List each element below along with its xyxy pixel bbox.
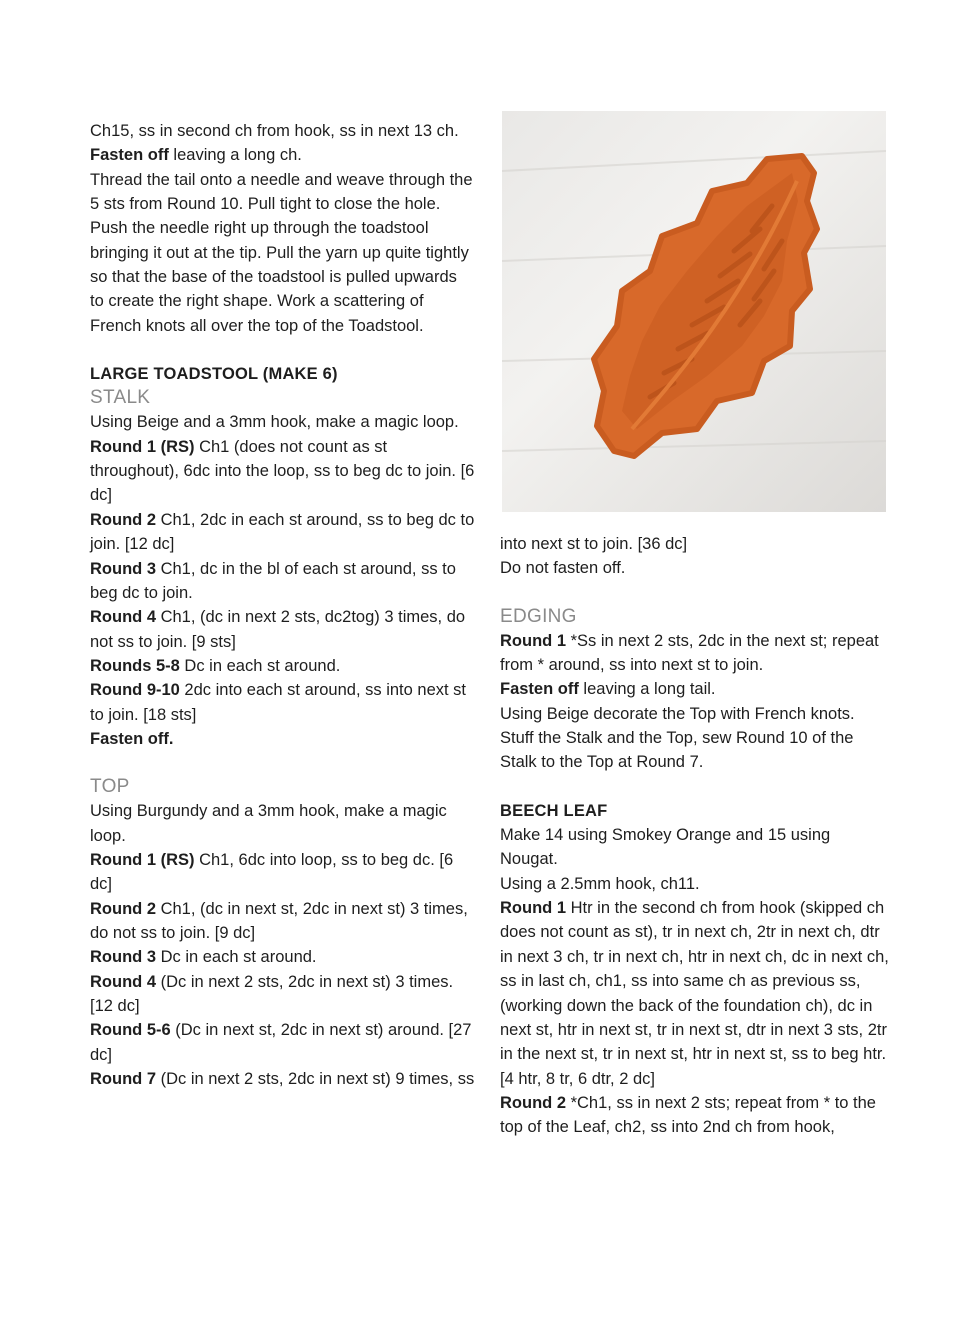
instruction: Round 3 Dc in each st around. [90,948,317,967]
crochet-leaf-image [502,111,886,512]
instruction: Rounds 5-8 Dc in each st around. [90,656,341,675]
instruction: Round 1 *Ss in next 2 sts, 2dc in the next st; repeat from * around, ss into next st to join. [500,631,879,675]
right-column [500,532,890,1140]
instruction: Using Burgundy and a 3mm hook, make a magic loop. [90,802,447,845]
instruction: Using a 2.5mm hook, ch11. [500,874,700,893]
section-heading: BEECH LEAF [500,801,608,820]
instruction: Round 4 Ch1, (dc in next 2 sts, dc2tog) 3 times, do not ss to join. [9 sts] [90,608,466,651]
instruction: Round 7 (Dc in next 2 sts, 2dc in next st) 9 times, ss [90,1070,475,1089]
subsection-heading: TOP [90,776,130,798]
instruction: Round 2 *Ch1, ss in next 2 sts; repeat from * to the top of the Leaf, ch2, ss into 2nd ch from hook, [500,1093,876,1137]
subsection-heading: STALK [90,387,151,409]
section-heading: LARGE TOADSTOOL (MAKE 6) [90,365,338,384]
instruction: Round 1 (RS) Ch1, 6dc into loop, ss to beg dc. [6 dc] [90,850,454,894]
left-column [90,119,475,1091]
paragraph: Do not fasten off. [500,559,626,578]
leaf-photo [502,111,886,512]
paragraph: Ch15, ss in second ch from hook, ss in next 13 ch. [90,122,459,140]
instruction: Round 2 Ch1, 2dc in each st around, ss to beg dc to join. [12 dc] [90,510,475,554]
paragraph: Thread the tail onto a needle and weave through the 5 sts from Round 10. Pull tight to close the hole. [90,170,473,214]
instruction: Round 1 Htr in the second ch from hook (skipped ch does not count as st), tr in next ch, 2tr in next ch, dtr in next 3 ch, tr in next ch, htr in next ch, dc in next ch, ss in last ch, ch1, ss into same ch as previous ss, (working down the back of the foundation ch), dc in next st, htr in next st, tr in next st, dtr in next 3 sts, 2tr in the next st, tr in next st, htr in next st, ss to beg htr. [4 htr, 8 tr, 6 dtr, 2 dc] [500,899,889,1088]
instruction: Fasten off. [90,729,174,748]
instruction: Round 9-10 2dc into each st around, ss into next st to join. [18 sts] [90,681,467,724]
subsection-heading: EDGING [500,605,577,627]
instruction: Make 14 using Smokey Orange and 15 using Nougat. [500,826,831,869]
paragraph: Push the needle right up through the toadstool bringing it out at the tip. Pull the yarn up quite tightly so that the base of the toadstool is pulled upwards to create the right shape. Work a scattering of French knots all over the top of the Toadstool. [90,219,469,335]
instruction: Round 4 (Dc in next 2 sts, 2dc in next st) 3 times. [12 dc] [90,972,454,1015]
paragraph: into next st to join. [36 dc] [500,535,688,553]
instruction: Using Beige decorate the Top with French knots. Stuff the Stalk and the Top, sew Round 10 of the Stalk to the Top at Round 7. [500,704,855,772]
instruction: Round 5-6 (Dc in next st, 2dc in next st) around. [27 dc] [90,1021,472,1064]
instruction: Round 3 Ch1, dc in the bl of each st around, ss to beg dc to join. [90,559,456,602]
instruction: Round 1 (RS) Ch1 (does not count as st throughout), 6dc into the loop, ss to beg dc to join. [6 dc] [90,437,475,505]
paragraph: Fasten off leaving a long ch. [90,146,302,165]
instruction: Using Beige and a 3mm hook, make a magic loop. [90,413,459,432]
instruction: Round 2 Ch1, (dc in next st, 2dc in next st) 3 times, do not ss to join. [9 dc] [90,899,468,942]
instruction: Fasten off leaving a long tail. [500,680,716,699]
